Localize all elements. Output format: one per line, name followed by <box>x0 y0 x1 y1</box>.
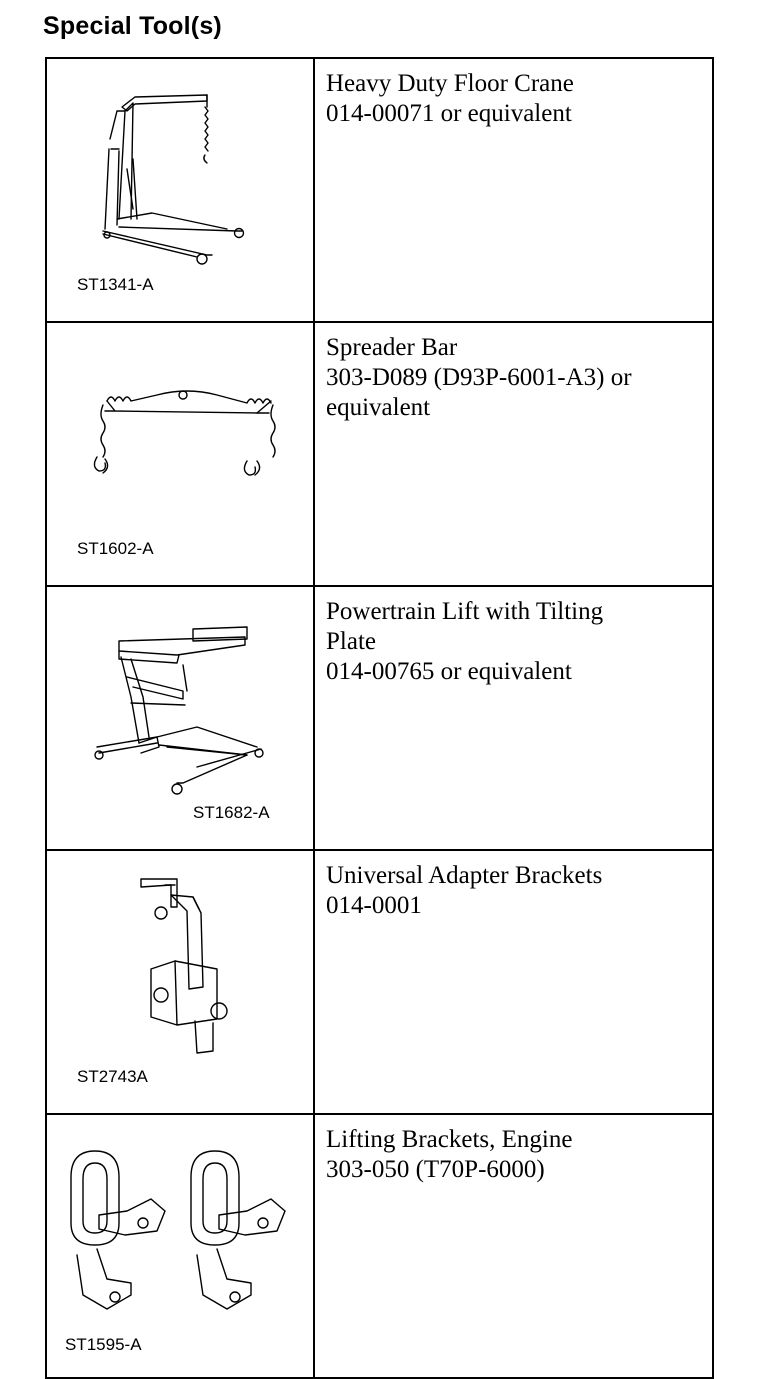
tool-name: Heavy Duty Floor Crane <box>326 70 574 97</box>
tool-description-cell <box>314 850 713 1114</box>
tool-part-number: 303-D089 (D93P-6001-A3) or <box>326 364 632 391</box>
tool-name: Universal Adapter Brackets <box>326 862 603 889</box>
tool-code: ST2743A <box>77 1067 148 1086</box>
tool-illustration-cell <box>46 1114 314 1378</box>
tool-part-number: 014-00071 or equivalent <box>326 100 572 127</box>
lifting-bracket-illustration <box>47 1115 313 1367</box>
tool-part-number: 014-00765 or equivalent <box>326 658 572 685</box>
tool-name: Powertrain Lift with Tilting <box>326 598 604 625</box>
special-tools-table <box>45 57 714 1379</box>
tool-illustration-cell <box>46 586 314 850</box>
section-heading: Special Tool(s) <box>43 12 222 40</box>
table-row <box>46 850 713 1114</box>
tool-code: ST1602-A <box>77 539 154 558</box>
tool-description-cell <box>314 1114 713 1378</box>
table-row <box>46 586 713 850</box>
adapter-bracket-illustration <box>47 851 313 1103</box>
tool-code: ST1682-A <box>193 803 270 822</box>
tool-description-cell <box>314 586 713 850</box>
tool-illustration-cell <box>46 322 314 586</box>
tool-illustration-cell <box>46 58 314 322</box>
tool-name: Lifting Brackets, Engine <box>326 1126 573 1153</box>
table-row <box>46 322 713 586</box>
tool-name-continued: Plate <box>326 628 376 655</box>
tool-part-number-suffix: equivalent <box>326 394 431 421</box>
tool-illustration-cell <box>46 850 314 1114</box>
table-row <box>46 1114 713 1378</box>
tool-part-number: 303-050 (T70P-6000) <box>326 1156 545 1183</box>
tool-code: ST1595-A <box>65 1335 142 1354</box>
tool-description-cell <box>314 322 713 586</box>
powertrain-lift-illustration <box>47 587 313 839</box>
spreader-bar-illustration <box>47 323 313 575</box>
tool-name: Spreader Bar <box>326 334 458 361</box>
tool-description-cell <box>314 58 713 322</box>
tool-part-number: 014-0001 <box>326 892 422 919</box>
table-row <box>46 58 713 322</box>
tool-code: ST1341-A <box>77 275 154 294</box>
floor-crane-illustration <box>47 59 313 311</box>
